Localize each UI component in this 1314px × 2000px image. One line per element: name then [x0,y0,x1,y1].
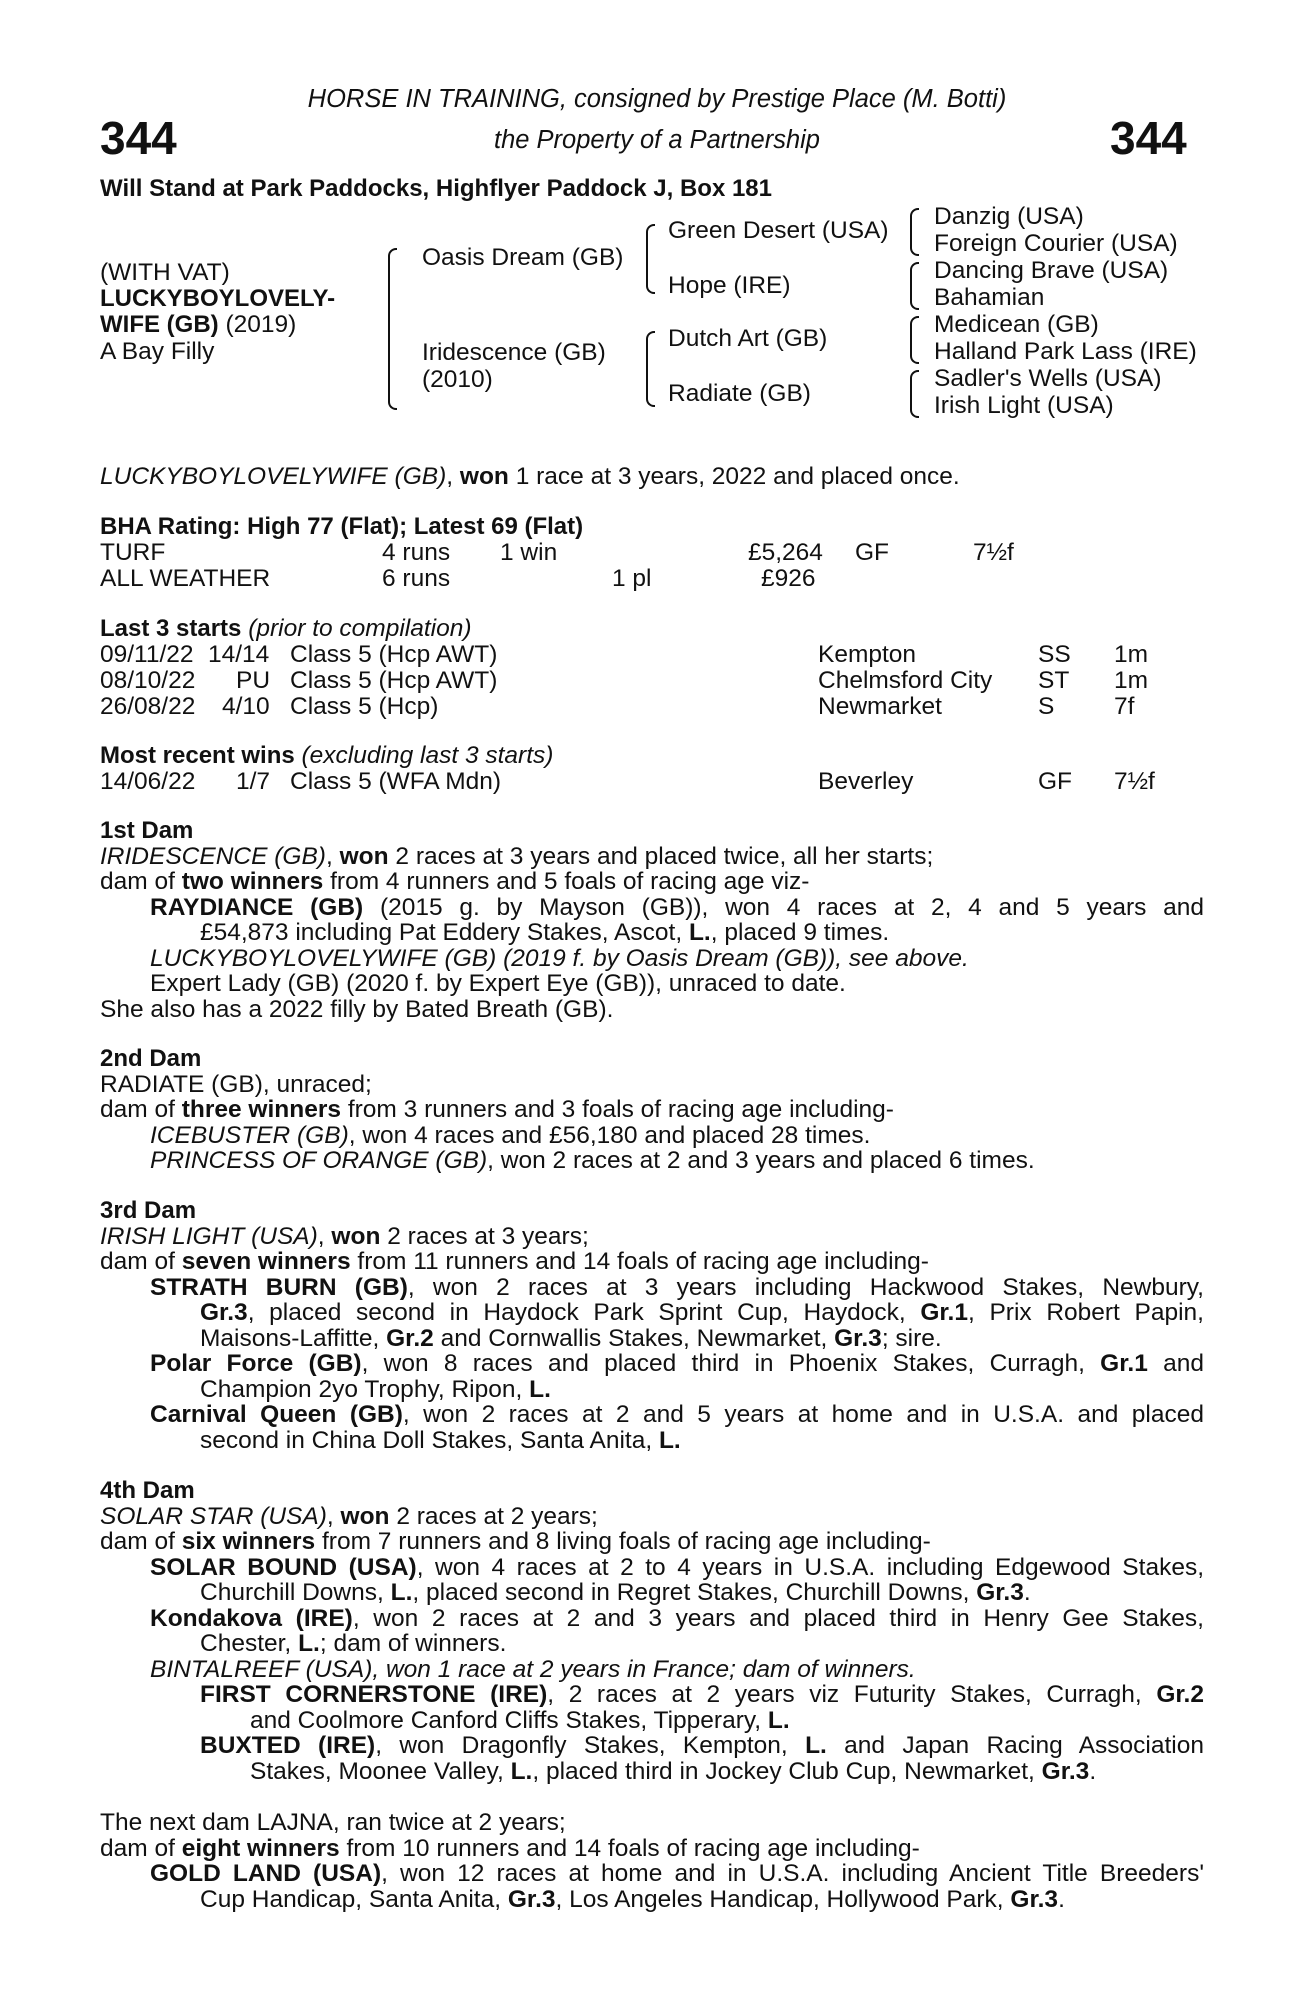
progeny-name: ICEBUSTER (GB) [150,1121,349,1149]
text: and [1147,1350,1205,1377]
text: , won 4 races at 2 to 4 years in U.S.A. including Edgewood Stakes, [416,1553,1205,1581]
brace-dam-parents [646,331,655,407]
first-cornerstone-line1 [100,1682,1204,1708]
rating-runs: 6 runs [382,565,451,592]
text: 2 races at 3 years; [380,1222,589,1250]
carnival-queen-line1 [100,1402,1204,1428]
text: , won 2 races at 2 and 3 years and placed third in Henry Gee Stakes, [352,1604,1204,1632]
grade: Gr.2 [1156,1681,1204,1708]
sire-sire-dam: Foreign Courier (USA) [934,230,1178,257]
winners-count: eight winners [181,1834,340,1862]
horse-name-part2: WIFE (GB) [100,311,219,338]
last-starts-note: (prior to compilation) [241,615,472,642]
start-row [100,642,1204,668]
dam1-note: She also has a 2022 filly by Bated Breath (GB). [100,995,614,1023]
brace-ds [910,316,919,364]
progeny-name: GOLD LAND (USA) [150,1860,382,1887]
start-going: ST [1038,667,1070,694]
winners-count: seven winners [181,1248,351,1275]
text: dam of [100,1834,182,1862]
listed-mark: L. [298,1630,320,1657]
listed-mark: L. [390,1579,413,1606]
text: dam of [100,868,182,895]
buxted-line2 [100,1759,1204,1785]
grade: Gr.1 [1100,1350,1148,1377]
text: , Prix Robert Papin, [968,1299,1204,1326]
recent-wins-note: (excluding last 3 starts) [294,742,554,769]
text: and Cornwallis Stakes, Newmarket, [433,1324,835,1352]
text: from 11 runners and 14 foals of racing age including- [350,1248,929,1275]
vat-note: (WITH VAT) [100,259,230,286]
sire-dam-dam: Bahamian [934,284,1045,311]
start-course: Kempton [818,641,917,668]
start-date: 09/11/22 [100,641,194,668]
dam3-won: won [331,1222,381,1250]
brace-dd [910,370,919,418]
text: , won 4 races and £56,180 and placed 28 times. [348,1121,871,1149]
start-race: Class 5 (Hcp AWT) [290,667,498,694]
recent-wins-heading [100,743,553,769]
text: from 3 runners and 3 foals of racing age including- [341,1096,894,1123]
grade: Gr.3 [1010,1885,1059,1913]
brace-ss [910,208,919,256]
grade: Gr.3 [507,1885,556,1913]
text: and Coolmore Canford Cliffs Stakes, Tipperary, [250,1706,768,1734]
start-pos: 4/10 [222,693,270,720]
rating-surface: ALL WEATHER [100,565,271,592]
winners-count: three winners [181,1096,342,1123]
dam4-heading: 4th Dam [100,1477,195,1504]
sire-sire: Green Desert (USA) [668,217,889,244]
dam4-line1: SOLAR STAR (USA), won 2 races at 2 years; [100,1502,598,1530]
text: , won 2 races at 3 years including Hackwood Stakes, Newbury, [407,1273,1204,1301]
text: . [1058,1885,1065,1913]
sire-sire-sire: Danzig (USA) [934,203,1084,230]
horse-name-line1: LUCKYBOYLOVELY- [100,285,336,312]
rating-places: 1 pl [612,565,652,592]
win-course: Beverley [818,768,914,795]
dam4-won: won [340,1502,390,1530]
text: , 2 races at 2 years viz Futurity Stakes, Curragh, [547,1681,1157,1708]
polar-force-line1 [100,1351,1204,1377]
consignor-line: HORSE IN TRAINING, consigned by Prestige Place (M. Botti) [307,85,1007,113]
kondakova-line2 [100,1631,1204,1657]
last-starts-heading [100,616,472,642]
dam4-name: SOLAR STAR (USA) [100,1502,327,1530]
text: Champion 2yo Trophy, Ripon, [200,1375,530,1403]
text: Churchill Downs, [200,1579,391,1606]
rating-dist: 7½f [973,539,1014,566]
carnival-queen-line2 [100,1428,1204,1454]
horse-year: (2019) [225,311,297,338]
text: , placed second in Haydock Park Sprint Cup, Haydock, [247,1299,921,1326]
start-dist: 1m [1114,641,1149,668]
raydiance-line2 [100,920,1204,946]
brace-sire-dam [388,248,397,410]
text: ; dam of winners. [319,1630,507,1657]
grade: Gr.2 [386,1324,434,1352]
start-date: 08/10/22 [100,667,196,694]
listed-mark: L. [767,1706,790,1734]
winners-count: six winners [181,1528,316,1555]
dam-year: (2010) [422,366,493,393]
listed-mark: L. [805,1732,827,1759]
strath-burn-line2 [100,1300,1204,1326]
dam1-rest: 2 races at 3 years and placed twice, all her starts; [388,842,934,870]
property-line: the Property of a Partnership [493,126,820,154]
text: , placed 9 times. [710,919,890,946]
dam3-heading: 3rd Dam [100,1197,197,1224]
text: , won 2 races at 2 and 5 years at home and in U.S.A. and placed [402,1401,1204,1428]
progeny-name: Kondakova (IRE) [150,1604,353,1632]
text: dam of [100,1528,182,1555]
dam-dam-sire: Sadler's Wells (USA) [934,365,1162,392]
text: from 7 runners and 8 living foals of racing age including- [315,1528,931,1555]
win-dist: 7½f [1114,768,1155,795]
text: dam of [100,1096,182,1123]
text: , won Dragonfly Stakes, Kempton, [375,1732,806,1759]
next-dam-line2 [100,1836,1204,1862]
text: Cup Handicap, Santa Anita, [200,1885,508,1913]
progeny-name: FIRST CORNERSTONE (IRE) [200,1681,548,1708]
solar-bound-line1 [100,1555,1204,1581]
sire-dam: Hope (IRE) [668,272,791,299]
gold-land-line2 [100,1887,1204,1913]
text: £54,873 including Pat Eddery Stakes, Ascot, [200,919,689,946]
dam1-line1: IRIDESCENCE (GB), won 2 races at 3 years and placed twice, all her starts; [100,842,934,870]
grade: Gr.3 [834,1324,882,1352]
text: from 10 runners and 14 foals of racing age including- [339,1834,920,1862]
grade: Gr.3 [976,1579,1024,1606]
rating-runs: 4 runs [382,539,451,566]
text: , placed second in Regret Stakes, Churchill Downs, [412,1579,977,1606]
text: , won 2 races at 2 and 3 years and placed 6 times. [487,1147,1035,1174]
dam1-line2 [100,869,1204,895]
strath-burn-line1 [100,1275,1204,1301]
win-row [100,769,1204,795]
start-course: Chelmsford City [818,667,993,694]
race-summary: LUCKYBOYLOVELYWIFE (GB), won 1 race at 3 years, 2022 and placed once. [100,463,960,490]
horse-name-line2 [100,312,296,338]
kondakova-line1 [100,1606,1204,1632]
rating-prize: £926 [761,565,816,592]
dam: Iridescence (GB) [422,339,606,366]
dam2-line1: RADIATE (GB), unraced; [100,1070,372,1098]
text: . [1089,1757,1097,1785]
text: , placed third in Jockey Club Cup, Newmarket, [532,1757,1042,1785]
grade: Gr.3 [1041,1757,1090,1785]
lot-number-left: 344 [100,112,177,164]
horse-description: A Bay Filly [100,338,215,365]
text: . [1023,1579,1031,1606]
text: dam of [100,1248,182,1275]
win-date: 14/06/22 [100,768,196,795]
progeny-name: RAYDIANCE (GB) [150,893,364,921]
dam1-section [100,818,1204,1022]
dam1-progeny2: LUCKYBOYLOVELYWIFE (GB) (2019 f. by Oasis Dream (GB)), see above. [150,944,969,972]
text: (2015 g. by Mayson (GB)), won 4 races at 2, 4 and 5 years and [363,893,1204,921]
dam-sire-dam: Halland Park Lass (IRE) [934,338,1197,365]
stand-location: Will Stand at Park Paddocks, Highflyer Paddock J, Box 181 [100,175,772,202]
dam-sire-sire: Medicean (GB) [934,311,1099,338]
progeny-name: SOLAR BOUND (USA) [150,1553,417,1581]
dam2-heading: 2nd Dam [100,1045,202,1072]
text: , Los Angeles Handicap, Hollywood Park, [555,1885,1011,1913]
grade: Gr.3 [200,1299,248,1326]
dam2-progeny2 [100,1148,1204,1174]
next-dam-section [100,1810,1204,1912]
rating-prize: £5,264 [748,539,823,566]
progeny-name: STRATH BURN (GB) [150,1273,408,1301]
start-pos: 14/14 [208,641,270,668]
rating-row-aw [100,566,1204,592]
start-race: Class 5 (Hcp) [290,693,439,720]
dam4-line2 [100,1529,1204,1555]
listed-mark: L. [529,1375,551,1403]
text: , won 12 races at home and in U.S.A. including Ancient Title Breeders' [381,1860,1204,1887]
start-dist: 7f [1114,693,1135,720]
win-race: Class 5 (WFA Mdn) [290,768,502,795]
sire-dam-sire: Dancing Brave (USA) [934,257,1169,284]
dam3-name: IRISH LIGHT (USA) [100,1222,318,1250]
polar-force-line2 [100,1377,1204,1403]
strath-burn-line3 [100,1326,1204,1352]
start-going: SS [1038,641,1071,668]
text: Chester, [200,1630,299,1657]
text: ; sire. [881,1324,942,1352]
listed-mark: L. [658,1426,681,1454]
last-starts-title: Last 3 starts [100,615,242,642]
rating-wins: 1 win [500,539,558,566]
dam1-heading: 1st Dam [100,817,194,844]
dam1-won: won [339,842,389,870]
summary-rest: 1 race at 3 years, 2022 and placed once. [508,463,960,490]
raydiance-line1 [100,895,1204,921]
text: Stakes, Moonee Valley, [250,1757,511,1785]
text: , won 8 races and placed third in Phoenix Stakes, Curragh, [361,1350,1101,1377]
progeny-name: Carnival Queen (GB) [150,1401,403,1428]
start-date: 26/08/22 [100,693,196,720]
progeny-name: Polar Force (GB) [150,1350,362,1377]
dam2-progeny1 [100,1123,1204,1149]
dam-dam: Radiate (GB) [668,380,811,407]
winners-count: two winners [181,868,324,895]
start-row [100,694,1204,720]
sire: Oasis Dream (GB) [422,244,624,271]
bintalreef-line: BINTALREEF (USA), won 1 race at 2 years in France; dam of winners. [150,1655,916,1683]
grade: Gr.1 [920,1299,968,1326]
listed-mark: L. [510,1757,533,1785]
brace-sd [910,262,919,310]
progeny-name: PRINCESS OF ORANGE (GB) [150,1147,488,1174]
first-cornerstone-line2 [100,1708,1204,1734]
dam1-name: IRIDESCENCE (GB) [100,842,326,870]
dam1-progeny3: Expert Lady (GB) (2020 f. by Expert Eye (GB)), unraced to date. [150,970,846,997]
start-pos: PU [236,667,271,694]
dam2-section [100,1046,1204,1174]
text: and Japan Racing Association [826,1732,1204,1759]
rating-row-turf [100,540,1204,566]
win-pos: 1/7 [236,768,271,795]
brace-sire-parents [646,224,655,294]
dam-sire: Dutch Art (GB) [668,325,828,352]
solar-bound-line2 [100,1580,1204,1606]
start-dist: 1m [1114,667,1149,694]
rating-surface: TURF [100,539,166,566]
start-row [100,668,1204,694]
text: from 4 runners and 5 foals of racing age viz- [323,868,810,895]
dam2-line2 [100,1097,1204,1123]
text: 2 races at 2 years; [389,1502,598,1530]
dam4-section [100,1478,1204,1784]
dam3-section [100,1198,1204,1453]
buxted-line1 [100,1733,1204,1759]
text: second in China Doll Stakes, Santa Anita, [200,1426,659,1454]
listed-mark: L. [688,919,711,946]
summary-won: won [459,463,509,490]
rating-going: GF [855,539,890,566]
rating-heading: BHA Rating: High 77 (Flat); Latest 69 (Flat) [100,513,584,540]
dam3-line1: IRISH LIGHT (USA), won 2 races at 3 years; [100,1222,589,1250]
dam-dam-dam: Irish Light (USA) [934,392,1114,419]
start-course: Newmarket [818,693,942,720]
gold-land-line1 [100,1861,1204,1887]
start-going: S [1038,693,1055,720]
recent-wins-title: Most recent wins [100,742,295,769]
text: Maisons-Laffitte, [200,1324,387,1352]
start-race: Class 5 (Hcp AWT) [290,641,498,668]
progeny-name: BUXTED (IRE) [200,1732,376,1759]
lot-number-right: 344 [1110,112,1187,164]
win-going: GF [1038,768,1073,795]
summary-name: LUCKYBOYLOVELYWIFE (GB) [100,463,447,490]
dam3-line2 [100,1249,1204,1275]
next-dam-line1: The next dam LAJNA, ran twice at 2 years; [100,1809,566,1836]
